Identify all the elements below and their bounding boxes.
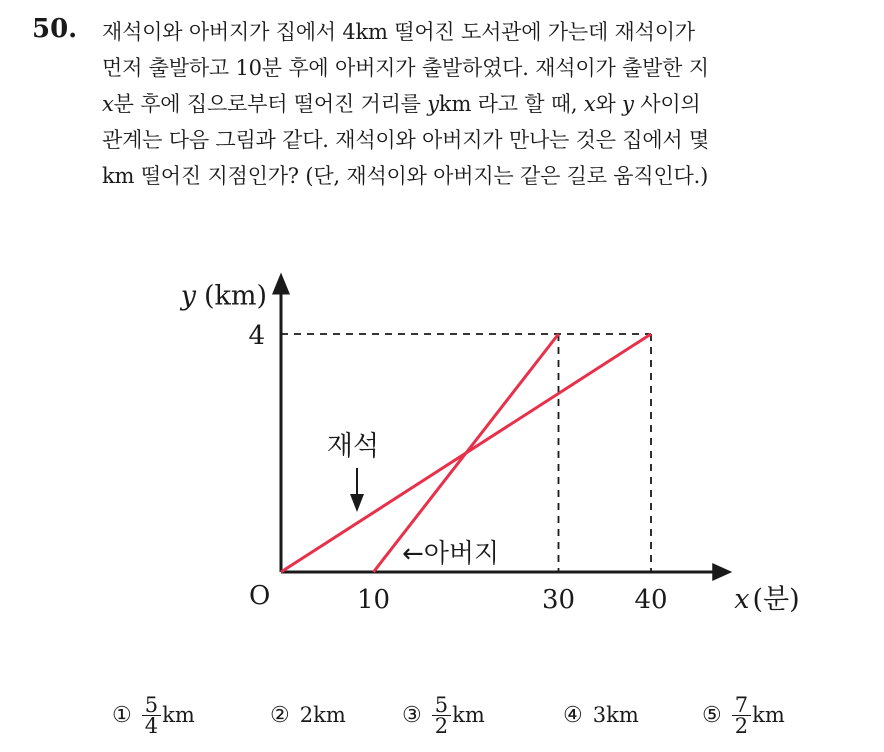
- question-line-1: 재석이와 아버지가 집에서 4km 떨어진 도서관에 가는데 재석이가: [102, 20, 695, 44]
- choice-5[interactable]: [702, 690, 785, 740]
- x-axis-label: [734, 584, 799, 615]
- var-x: x: [102, 92, 114, 116]
- question-line-5: km 떨어진 지점인가? (단, 재석이와 아버지는 같은 길로 움직인다.): [102, 164, 709, 188]
- y-axis-arrow: [272, 272, 290, 294]
- choice-number: ⑤: [702, 702, 722, 728]
- x-axis-arrow: [712, 563, 732, 581]
- fraction-numerator: 7: [732, 695, 751, 716]
- choice-number: ①: [112, 702, 132, 728]
- choice-unit: km: [162, 703, 195, 727]
- origin-label: O: [249, 581, 271, 611]
- y-axis-label: [180, 280, 267, 311]
- choice-1[interactable]: [112, 690, 195, 740]
- x-tick-label: 40: [634, 585, 668, 615]
- series-label-jaeseok: 재석: [326, 431, 380, 462]
- var-y: y: [622, 92, 634, 116]
- y-axis-var: y: [180, 280, 196, 312]
- question-line-4: 관계는 다음 그림과 같다. 재석이와 아버지가 만나는 것은 집에서 몇: [102, 128, 710, 152]
- choice-4[interactable]: [563, 690, 639, 740]
- var-x: x: [583, 92, 596, 116]
- choice-number: ③: [402, 702, 422, 728]
- choice-2[interactable]: [270, 690, 346, 740]
- x-tick-label: 30: [541, 585, 576, 615]
- fraction-numerator: 5: [142, 695, 161, 716]
- choice-number: ②: [270, 702, 290, 728]
- y-tick-label: 4: [248, 321, 265, 351]
- fraction-denominator: 2: [734, 713, 749, 738]
- fraction: [142, 692, 161, 738]
- x-axis-var: x: [734, 584, 750, 615]
- answer-choices: [92, 690, 852, 740]
- line3-part-3: 와: [595, 92, 623, 116]
- choice-number: ④: [563, 702, 583, 728]
- choice-3[interactable]: [402, 690, 485, 740]
- x-axis-unit: (분): [752, 584, 800, 615]
- question-number: 50.: [32, 14, 78, 44]
- line3-part-4: 사이의: [633, 92, 701, 116]
- choice-text: 3km: [592, 703, 639, 727]
- fraction-denominator: 4: [144, 713, 159, 738]
- var-y: y: [427, 92, 439, 116]
- choice-text: 2km: [299, 703, 346, 727]
- x-tick-label: 10: [356, 585, 391, 615]
- line3-part-1: 분 후에 집으로부터 떨어진 거리를: [113, 92, 428, 116]
- line3-part-2: km 라고 할 때,: [438, 92, 584, 116]
- fraction-numerator: 5: [432, 695, 451, 716]
- choice-unit: km: [452, 703, 485, 727]
- question-line-2: 먼저 출발하고 10분 후에 아버지가 출발하였다. 재석이가 출발한 지: [102, 56, 709, 80]
- y-axis-unit: (km): [203, 280, 267, 312]
- choice-unit: km: [752, 703, 785, 727]
- fraction-denominator: 2: [434, 713, 449, 738]
- pointer-arrowhead-jaeseok: [350, 494, 364, 512]
- fraction: [432, 692, 451, 738]
- fraction: [732, 692, 751, 738]
- series-label-father: ←아버지: [402, 539, 500, 569]
- series-line-father: [374, 334, 559, 572]
